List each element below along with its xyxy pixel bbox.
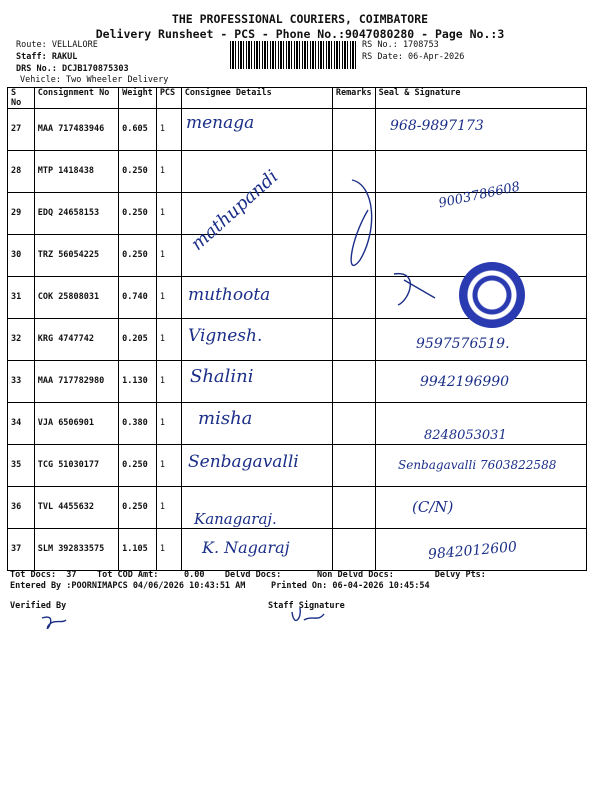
cell-wt: 0.605 (119, 109, 157, 151)
cell-wt: 1.105 (119, 529, 157, 571)
signature-34: 8248053031 (424, 428, 507, 443)
cell-cn: TRZ 56054225 (34, 235, 118, 277)
consignee-sign-36: Kanagaraj. (194, 510, 277, 528)
verified-by-label: Verified By (10, 601, 67, 611)
cell-cn: TCG 51030177 (34, 445, 118, 487)
consignee-sign-27: menaga (186, 113, 255, 133)
seal-signature-stroke (394, 274, 435, 305)
col-sno: S No (8, 88, 35, 109)
col-consignment: Consignment No (34, 88, 118, 109)
cell-cn: VJA 6506901 (34, 403, 118, 445)
cell-pcs: 1 (156, 445, 181, 487)
cell-cn: TVL 4455632 (34, 487, 118, 529)
cell-cn: MAA 717782980 (34, 361, 118, 403)
cell-wt: 0.250 (119, 235, 157, 277)
signature-32: 9597576519. (416, 336, 510, 352)
col-remarks: Remarks (332, 88, 375, 109)
cell-sno: 32 (8, 319, 35, 361)
vehicle: Vehicle: Two Wheeler Delivery (20, 75, 169, 85)
signature-33: 9942196990 (420, 374, 510, 390)
cell-pcs: 1 (156, 529, 181, 571)
cell-pcs: 1 (156, 319, 181, 361)
cell-wt: 0.250 (119, 487, 157, 529)
consignee-sign-32: Vignesh. (188, 326, 263, 346)
cell-sno: 27 (8, 109, 35, 151)
cell-sno: 29 (8, 193, 35, 235)
signature-36: (C/N) (412, 498, 454, 516)
cell-pcs: 1 (156, 193, 181, 235)
consignee-sign-35: Senbagavalli (188, 452, 299, 472)
cell-wt: 0.740 (119, 277, 157, 319)
signature-37: 9842012600 (427, 539, 518, 563)
cell-sno: 33 (8, 361, 35, 403)
rs-date: RS Date: 06-Apr-2026 (362, 52, 465, 62)
cell-sno: 34 (8, 403, 35, 445)
cell-wt: 0.250 (119, 445, 157, 487)
cell-cn: KRG 4747742 (34, 319, 118, 361)
cell-pcs: 1 (156, 235, 181, 277)
col-pcs: PCS (156, 88, 181, 109)
cell-sno: 35 (8, 445, 35, 487)
cell-sno: 36 (8, 487, 35, 529)
cell-sno: 30 (8, 235, 35, 277)
staff: Staff: RAKUL (16, 52, 78, 62)
footer-totals: Tot Docs: 37 Tot COD Amt: 0.00 Delvd Docs: Non Delvd Docs: Delvy Pts: (10, 570, 486, 580)
cell-pcs: 1 (156, 361, 181, 403)
cell-pcs: 1 (156, 109, 181, 151)
cell-wt: 0.250 (119, 193, 157, 235)
verified-signature (42, 617, 66, 628)
cell-wt: 1.130 (119, 361, 157, 403)
signature-35: Senbagavalli 7603822588 (398, 458, 557, 472)
signature-29: 9003786608 (437, 179, 522, 212)
cell-sno: 31 (8, 277, 35, 319)
route: Route: VELLALORE (16, 40, 98, 50)
drs-number: DRS No.: DCJB170875303 (16, 64, 129, 74)
cell-wt: 0.380 (119, 403, 157, 445)
col-consignee: Consignee Details (181, 88, 332, 109)
signature-27: 968-9897173 (390, 118, 484, 134)
rs-number: RS No.: 1708753 (362, 40, 439, 50)
cell-cn: MAA 717483946 (34, 109, 118, 151)
cell-cn: COK 25808031 (34, 277, 118, 319)
cell-pcs: 1 (156, 151, 181, 193)
cell-sno: 28 (8, 151, 35, 193)
footer-entered: Entered By :POORNIMAPCS 04/06/2026 10:43:51 AM Printed On: 06-04-2026 10:45:54 (10, 581, 430, 591)
company-title: THE PROFESSIONAL COURIERS, COIMBATORE (171, 12, 429, 26)
cell-wt: 0.250 (119, 151, 157, 193)
cell-cn: EDQ 24658153 (34, 193, 118, 235)
col-seal-signature: Seal & Signature (375, 88, 586, 109)
cell-pcs: 1 (156, 277, 181, 319)
consignee-sign-33: Shalini (190, 366, 254, 387)
bracket-stroke (351, 180, 372, 265)
consignee-sign-29: mathupandi (187, 166, 283, 255)
col-weight: Weight (119, 88, 157, 109)
cell-wt: 0.205 (119, 319, 157, 361)
cell-cn: MTP 1418438 (34, 151, 118, 193)
cell-cn: SLM 392833575 (34, 529, 118, 571)
staff-signature-label: Staff Signature (268, 601, 345, 611)
consignee-sign-31: muthoota (188, 285, 271, 305)
consignee-sign-37: K. Nagaraj (202, 538, 290, 557)
runsheet-subtitle: Delivery Runsheet - PCS - Phone No.:9047080280 - Page No.:3 (95, 27, 505, 41)
cell-pcs: 1 (156, 487, 181, 529)
cell-sno: 37 (8, 529, 35, 571)
consignee-sign-34: misha (198, 408, 253, 429)
cell-pcs: 1 (156, 403, 181, 445)
